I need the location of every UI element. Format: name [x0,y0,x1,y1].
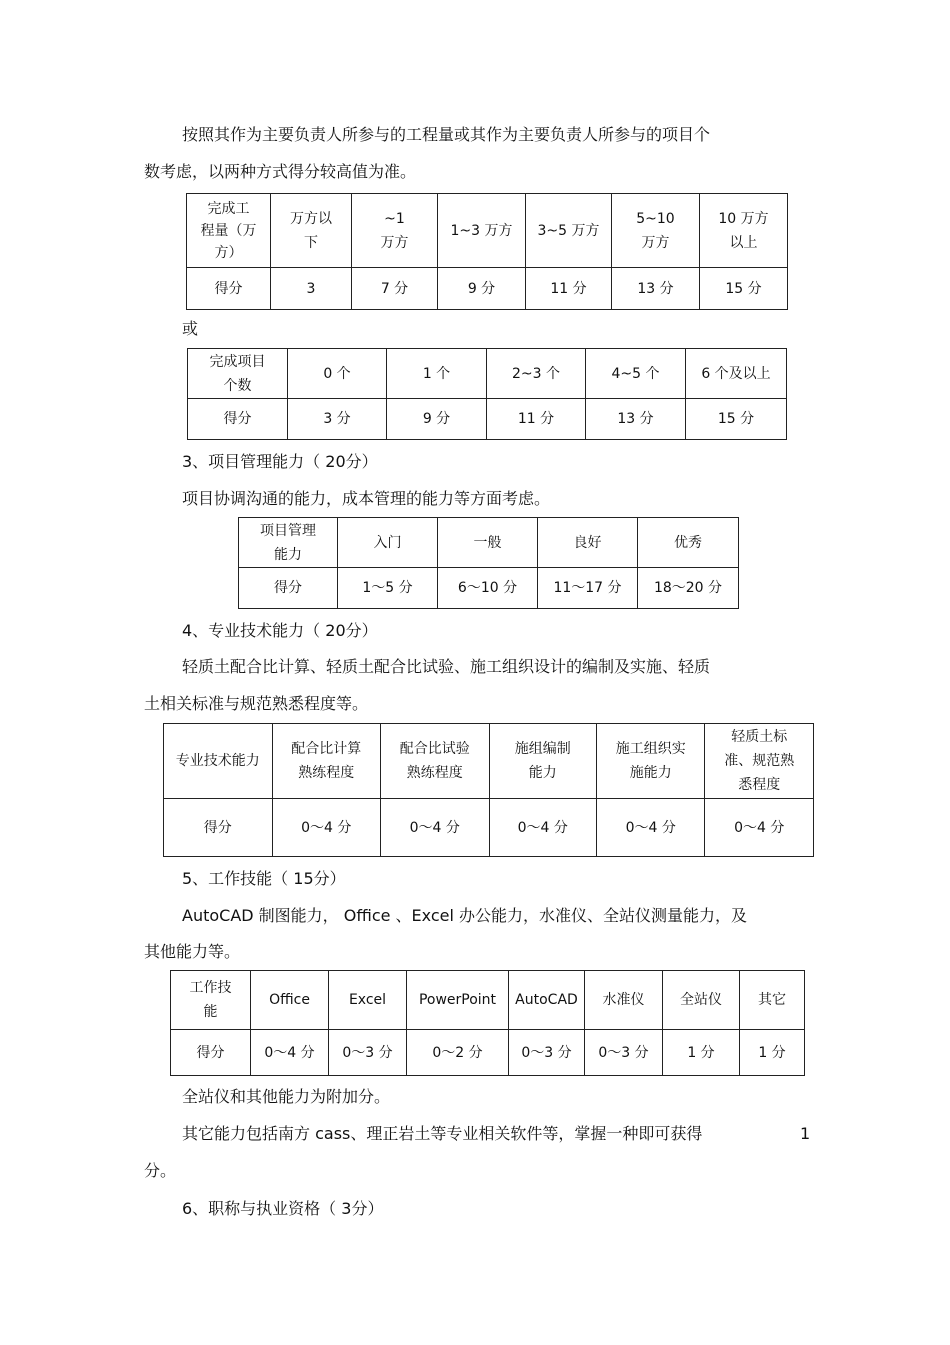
score-cell: 0～3 分 [509,1030,585,1076]
score-cell: 1 分 [740,1030,805,1076]
paragraph-line: 分。 [144,1161,177,1180]
score-cell: 0～4 分 [251,1030,329,1076]
section-heading: 6、职称与执业资格（ 3分） [182,1199,384,1218]
score-cell: 9 分 [438,268,526,310]
table-technical [163,723,814,857]
header-cell: 轻质土标 准、规范熟 悉程度 [705,724,814,799]
header-cell: 配合比试验 熟练程度 [381,724,490,799]
score-cell: 得分 [164,799,273,857]
section-heading: 3、项目管理能力（ 20分） [182,452,378,471]
score-cell: 0～2 分 [407,1030,509,1076]
header-cell: 3~5 万方 [526,194,612,268]
header-cell: 水准仪 [585,971,663,1030]
header-cell: 全站仪 [663,971,740,1030]
header-cell: AutoCAD [509,971,585,1030]
paragraph-line: 项目协调沟通的能力，成本管理的能力等方面考虑。 [182,489,551,508]
paragraph-line: 或 [182,319,199,338]
score-cell: 0～4 分 [596,799,705,857]
score-cell: 1～5 分 [338,568,438,609]
header-cell: 入门 [338,518,438,568]
score-cell: 7 分 [352,268,438,310]
score-cell: 0～3 分 [329,1030,407,1076]
paragraph-line: 其它能力包括南方 cass、理正岩土等专业相关软件等，掌握一种即可获得 [182,1124,703,1143]
header-cell: 5~10 万方 [612,194,700,268]
table-volume [186,193,788,310]
header-cell: 专业技术能力 [164,724,273,799]
header-cell: 完成工 程量（万 方） [187,194,271,268]
paragraph-line: 土相关标准与规范熟悉程度等。 [144,694,369,713]
score-cell: 15 分 [686,399,787,440]
header-cell: 施工组织实 施能力 [596,724,705,799]
section-heading: 5、工作技能（ 15分） [182,869,346,888]
header-cell: 施组编制 能力 [489,724,596,799]
header-cell: Office [251,971,329,1030]
header-cell: 优秀 [638,518,739,568]
score-cell: 0～4 分 [381,799,490,857]
header-cell: 配合比计算 熟练程度 [272,724,381,799]
header-cell: 项目管理 能力 [239,518,338,568]
score-cell: 0～4 分 [705,799,814,857]
score-cell: 15 分 [700,268,788,310]
paragraph-line: 全站仪和其他能力为附加分。 [182,1087,391,1106]
header-cell: 良好 [538,518,638,568]
header-cell: 完成项目 个数 [188,349,288,399]
paragraph-line: 其他能力等。 [144,942,241,961]
score-cell: 11 分 [526,268,612,310]
score-cell: 3 [271,268,352,310]
score-cell: 0～4 分 [489,799,596,857]
table-skills [170,970,805,1076]
score-cell: 11 分 [487,399,586,440]
score-cell: 得分 [187,268,271,310]
score-cell: 11～17 分 [538,568,638,609]
table-count [187,348,787,440]
score-cell: 18～20 分 [638,568,739,609]
paragraph-line: 按照其作为主要负责人所参与的工程量或其作为主要负责人所参与的项目个 [182,125,711,144]
score-cell: 0～3 分 [585,1030,663,1076]
header-cell: 4~5 个 [586,349,686,399]
score-cell: 1 分 [663,1030,740,1076]
header-cell: Excel [329,971,407,1030]
score-cell: 0～4 分 [272,799,381,857]
header-cell: 其它 [740,971,805,1030]
score-cell: 13 分 [586,399,686,440]
paragraph-line: AutoCAD 制图能力， Office 、Excel 办公能力，水准仪、全站仪测量能力，及 [182,906,748,925]
paragraph-line: 轻质土配合比计算、轻质土配合比试验、施工组织设计的编制及实施、轻质 [182,657,711,676]
score-cell: 得分 [171,1030,251,1076]
header-cell: 2~3 个 [487,349,586,399]
score-cell: 13 分 [612,268,700,310]
table-management [238,517,739,609]
score-cell: 9 分 [387,399,487,440]
score-cell: 得分 [188,399,288,440]
header-cell: ~1 万方 [352,194,438,268]
header-cell: 6 个及以上 [686,349,787,399]
header-cell: 工作技 能 [171,971,251,1030]
paragraph-line: 数考虑，以两种方式得分较高值为准。 [144,162,417,181]
score-cell: 3 分 [288,399,387,440]
header-cell: PowerPoint [407,971,509,1030]
score-cell: 得分 [239,568,338,609]
header-cell: 0 个 [288,349,387,399]
paragraph-line: 1 [800,1124,811,1143]
header-cell: 1~3 万方 [438,194,526,268]
score-cell: 6～10 分 [438,568,538,609]
header-cell: 10 万方 以上 [700,194,788,268]
header-cell: 一般 [438,518,538,568]
header-cell: 万方以 下 [271,194,352,268]
header-cell: 1 个 [387,349,487,399]
section-heading: 4、专业技术能力（ 20分） [182,621,378,640]
